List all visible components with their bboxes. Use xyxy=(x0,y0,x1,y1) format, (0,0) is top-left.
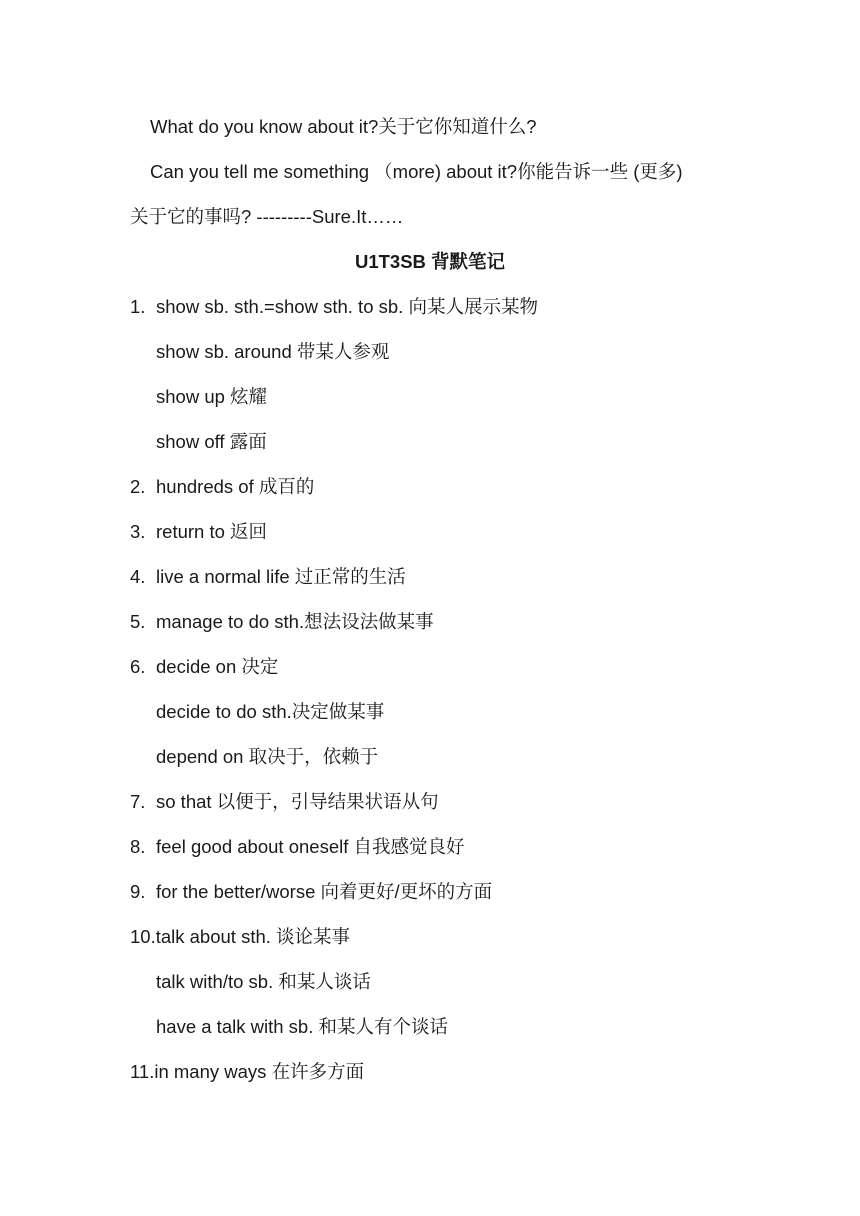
item-number: 5. xyxy=(130,611,146,632)
item-text: manage to do sth.想法设法做某事 xyxy=(156,611,434,632)
item-text: hundreds of 成百的 xyxy=(156,476,315,497)
list-item xyxy=(130,520,267,544)
item-text: in many ways 在许多方面 xyxy=(154,1061,365,1082)
list-item xyxy=(130,835,465,859)
item-number: 9. xyxy=(130,881,146,902)
list-item: have a talk with sb. 和某人有个谈话 xyxy=(156,1016,448,1037)
list-item: decide to do sth.决定做某事 xyxy=(156,701,385,722)
item-number: 6. xyxy=(130,656,146,677)
item-text: talk about sth. 谈论某事 xyxy=(155,926,351,947)
list-item xyxy=(130,1060,364,1084)
list-item: show up 炫耀 xyxy=(156,386,268,407)
intro-line-3: 关于它的事吗? ---------Sure.It…… xyxy=(130,206,404,227)
intro-line-2: Can you tell me something （more) about it?你能告诉一些 (更多) xyxy=(150,161,683,182)
list-item: talk with/to sb. 和某人谈话 xyxy=(156,971,371,992)
list-item xyxy=(130,610,434,634)
list-item xyxy=(130,880,492,904)
item-text: for the better/worse 向着更好/更坏的方面 xyxy=(156,881,493,902)
list-item xyxy=(130,925,350,949)
item-text: feel good about oneself 自我感觉良好 xyxy=(156,836,465,857)
item-number: 1. xyxy=(130,296,146,317)
item-text: decide on 决定 xyxy=(156,656,279,677)
item-number: 8. xyxy=(130,836,146,857)
list-item xyxy=(130,655,278,679)
item-number: 3. xyxy=(130,521,146,542)
item-text: show sb. sth.=show sth. to sb. 向某人展示某物 xyxy=(156,296,538,317)
item-text: live a normal life 过正常的生活 xyxy=(156,566,406,587)
item-number: 2. xyxy=(130,476,146,497)
list-item: show sb. around 带某人参观 xyxy=(156,341,390,362)
list-item xyxy=(130,565,406,589)
section-heading: U1T3SB 背默笔记 xyxy=(354,251,506,272)
list-item: show off 露面 xyxy=(156,431,267,452)
list-item xyxy=(130,475,314,499)
item-number: 7. xyxy=(130,791,146,812)
item-number: 11. xyxy=(130,1061,155,1082)
item-text: so that 以便于，引导结果状语从句 xyxy=(156,791,439,812)
list-item: depend on 取决于，依赖于 xyxy=(156,746,379,767)
item-number: 10. xyxy=(130,926,156,947)
list-item xyxy=(130,790,439,814)
list-item xyxy=(130,295,538,319)
item-number: 4. xyxy=(130,566,146,587)
item-text: return to 返回 xyxy=(156,521,268,542)
intro-line-1: What do you know about it?关于它你知道什么? xyxy=(150,116,537,137)
